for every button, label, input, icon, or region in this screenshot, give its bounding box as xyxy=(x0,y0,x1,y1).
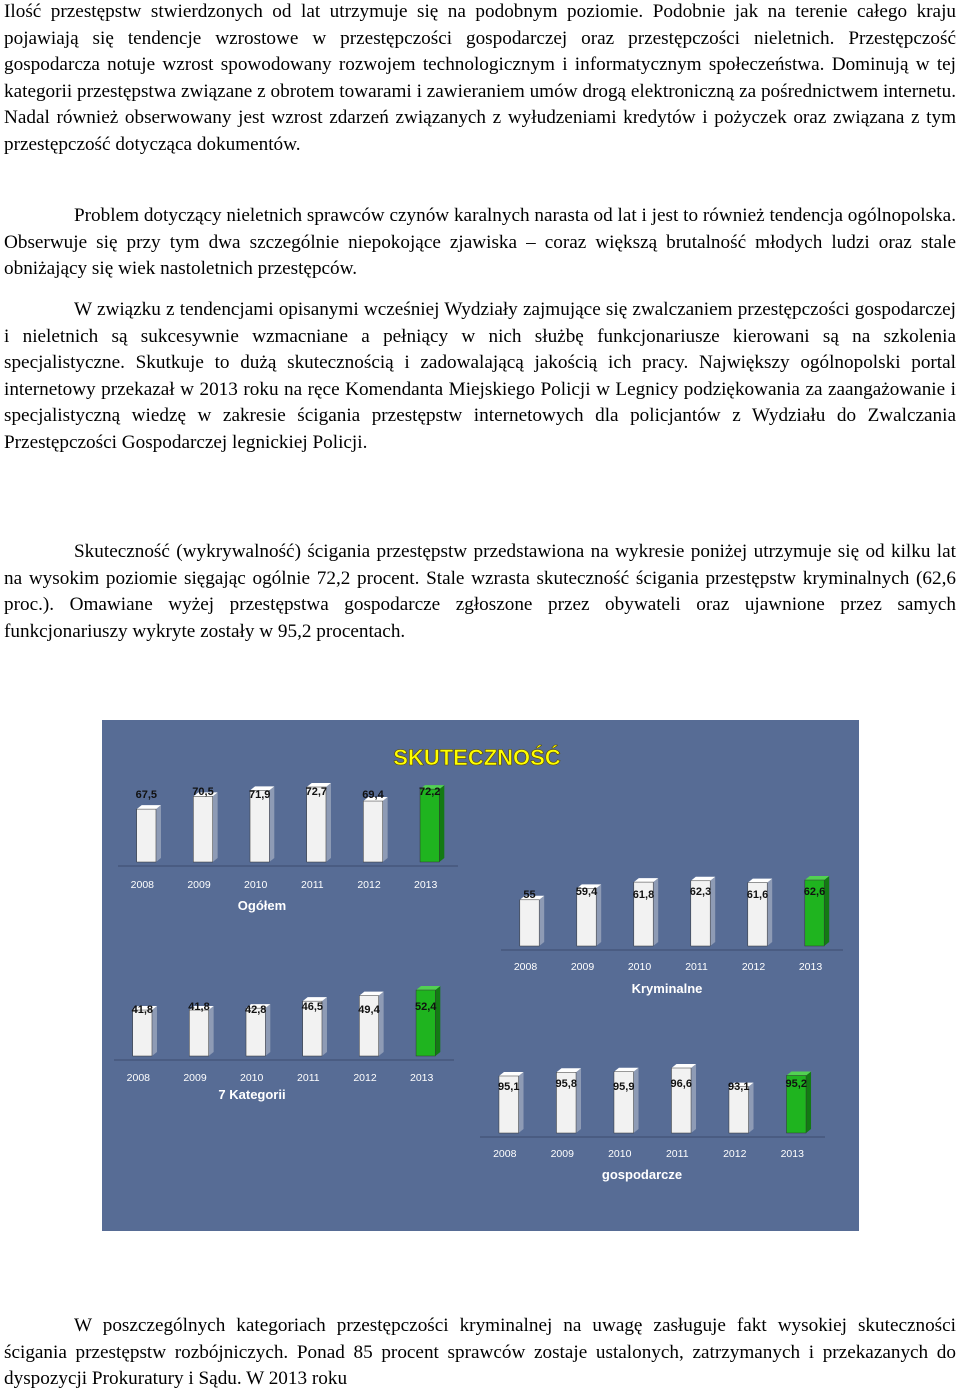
chart-1-bar xyxy=(307,787,326,862)
paragraph-4 xyxy=(4,539,956,645)
chart-4-tick-label: 2012 xyxy=(723,1148,747,1160)
chart-4-data-label: 95,9 xyxy=(613,1081,635,1093)
chart-2-data-label: 62,6 xyxy=(803,886,826,898)
chart-2-tick-label: 2011 xyxy=(685,961,708,973)
chart-4-data-label: 95,8 xyxy=(555,1078,577,1090)
chart-3-bar xyxy=(133,1010,152,1056)
chart-4-data-label: 96,6 xyxy=(670,1078,692,1090)
chart-1-bar xyxy=(363,801,382,862)
chart-3-bar-side xyxy=(435,986,440,1056)
chart-4-bar-side xyxy=(634,1068,639,1133)
paragraph-3-text: W związku z tendencjami opisanymi wcześniej Wydziały zajmujące się zwalczaniem przestępczości gospodarczej i nieletnich są sukcesywnie wzmacniane a pełniący w nich służbę funkcjonariusze kierowani są na szkolenia specjalistyczne. Skutkuje to dużą skutecznością i zadowalającą jakością ich pracy. Największy ogólnopolski portal internetowy przekazał w 2013 roku na ręce Komendanta Miejskiego Policji w Legnicy podziękowania za zaangażowanie i specjalistyczną wiedzę w zakresie ścigania przestępstw internetowych dla policjantów z Wydziału do Zwalczania Przestępczości Gospodarczej legnickiej Policji. xyxy=(4,299,956,453)
paragraph-5-text: W poszczególnych kategoriach przestępczości kryminalnej na uwagę zasługuje fakt wysokiej skuteczności ścigania przestępstw rozbójniczych. Ponad 85 procent sprawców zostaje ustalonych, zatrzymanych i przekazanych do dyspozycji Prokuratury i Sądu. W 2013 roku xyxy=(4,1315,956,1389)
chart-4-tick-label: 2013 xyxy=(780,1148,804,1160)
chart-2-tick-label: 2012 xyxy=(741,961,766,973)
chart-4-bar xyxy=(729,1087,749,1133)
chart-4-category-label: gospodarcze xyxy=(601,1167,683,1182)
chart-3-data-label: 41,8 xyxy=(131,1004,154,1016)
chart-3-tick-label: 2013 xyxy=(409,1072,434,1084)
chart-1-data-label: 72,2 xyxy=(418,786,441,798)
paragraph-5 xyxy=(4,1313,956,1393)
effectiveness-chart-slide xyxy=(102,720,859,1231)
chart-3-bar-side xyxy=(379,992,384,1056)
chart-3-bar xyxy=(189,1010,208,1056)
chart-3-tick-label: 2009 xyxy=(183,1072,207,1084)
chart-1-data-label: 72,7 xyxy=(305,786,328,798)
paragraph-3 xyxy=(4,297,956,456)
chart-2-bar xyxy=(520,900,539,946)
chart-2-bar-side xyxy=(539,896,544,946)
chart-3-category-label: 7 Kategorii xyxy=(218,1087,286,1102)
chart-4-tick-label: 2009 xyxy=(550,1148,574,1160)
chart-1-bar xyxy=(250,790,269,862)
chart-1-bar-side xyxy=(383,797,388,862)
chart-1-data-label: 67,5 xyxy=(135,789,158,801)
chart-1-bar-side xyxy=(213,792,218,862)
chart-1-bar-side xyxy=(156,805,161,862)
paragraph-4-text: Skuteczność (wykrywalność) ścigania przestępstw przedstawiona na wykresie poniżej utrzymuje się od kilku lat na wysokim poziomie sięgając ogólnie 72,2 procent. Stale wzrasta skuteczność ścigania przestępstw kryminalnych (62,6 proc.). Omawiane wyżej przestępstwa gospodarcze zgłoszone przez obywateli oraz ujawnione przez samych funkcjonariuszy wykryte zostały w 95,2 procentach. xyxy=(4,541,956,642)
chart-3-data-label: 49,4 xyxy=(358,1004,380,1016)
chart-3-tick-label: 2012 xyxy=(353,1072,377,1084)
chart-1-tick-label: 2008 xyxy=(130,879,155,891)
chart-1-data-label: 71,9 xyxy=(248,789,271,801)
chart-1-tick-label: 2012 xyxy=(357,879,381,891)
chart-2-tick-label: 2010 xyxy=(627,961,652,973)
chart-4-data-label: 95,2 xyxy=(785,1078,807,1090)
chart-1-data-label: 69,4 xyxy=(362,789,384,801)
chart-3-data-label: 41,8 xyxy=(188,1001,210,1013)
chart-2-data-label: 55 xyxy=(523,889,536,901)
chart-1-data-label: 70,5 xyxy=(192,786,214,798)
chart-1-tick-label: 2010 xyxy=(243,879,268,891)
chart-3-bar xyxy=(416,990,435,1056)
chart-1-tick-label: 2013 xyxy=(413,879,438,891)
chart-4-tick-label: 2011 xyxy=(665,1148,689,1160)
slide-title: SKUTECZNOŚĆ xyxy=(393,745,561,770)
chart-4-tick-label: 2010 xyxy=(608,1148,632,1160)
chart-2-data-label: 62,3 xyxy=(689,886,712,898)
chart-4-data-label: 93,1 xyxy=(728,1081,750,1093)
chart-4-tick-label: 2008 xyxy=(493,1148,517,1160)
chart-2-data-label: 59,4 xyxy=(575,886,598,898)
chart-4-data-label: 95,1 xyxy=(498,1081,520,1093)
paragraph-2-text: Problem dotyczący nieletnich sprawców czynów karalnych narasta od lat i jest to również tendencja ogólnopolska. Obserwuje się przy tym dwa szczególnie niepokojące zjawiska – coraz większą brutalność młodych ludzi oraz stale obniżający się wiek nastoletnich przestępców. xyxy=(4,205,956,279)
chart-3-data-label: 46,5 xyxy=(301,1001,324,1013)
chart-3-tick-label: 2010 xyxy=(239,1072,264,1084)
chart-2-category-label: Kryminalne xyxy=(631,981,703,996)
chart-1-tick-label: 2011 xyxy=(301,879,324,891)
chart-1-tick-label: 2009 xyxy=(187,879,211,891)
paragraph-1-text: Ilość przestępstw stwierdzonych od lat utrzymuje się na podobnym poziomie. Podobnie jak na terenie całego kraju pojawiają się tendencje wzrostowe w przestępczości gospodarczej oraz przestępczości nieletnich. Przestępczość gospodarcza notuje wzrost spowodowany rozwojem technologicznym i informatycznym społeczeństwa. Dominują w tej kategorii przestępstwa związane z obrotem towarami i zawieraniem umów drogą elektroniczną za pośrednictwem internetu. Nadal również obserwowany jest wzrost zdarzeń związanych z wyłudzeniami kredytów i pożyczek oraz związana z tym przestępczość dotycząca dokumentów. xyxy=(4,1,956,155)
chart-2-data-label: 61,8 xyxy=(632,889,655,901)
chart-3-data-label: 52,4 xyxy=(414,1001,437,1013)
chart-2-data-label: 61,6 xyxy=(746,889,769,901)
paragraph-1 xyxy=(4,0,956,158)
chart-2-tick-label: 2008 xyxy=(513,961,538,973)
chart-2-tick-label: 2013 xyxy=(798,961,823,973)
chart-4-bar-side xyxy=(691,1064,696,1133)
effectiveness-charts xyxy=(102,720,859,1231)
paragraph-2 xyxy=(4,203,956,283)
chart-3-tick-label: 2011 xyxy=(297,1072,320,1084)
chart-1-bar xyxy=(137,809,156,862)
chart-1-bar xyxy=(193,796,212,862)
chart-3-data-label: 42,8 xyxy=(244,1004,267,1016)
chart-3-tick-label: 2008 xyxy=(126,1072,151,1084)
chart-1-category-label: Ogółem xyxy=(237,898,287,913)
chart-1-bar xyxy=(420,789,439,862)
chart-2-tick-label: 2009 xyxy=(570,961,595,973)
chart-3-bar-side xyxy=(209,1006,214,1056)
